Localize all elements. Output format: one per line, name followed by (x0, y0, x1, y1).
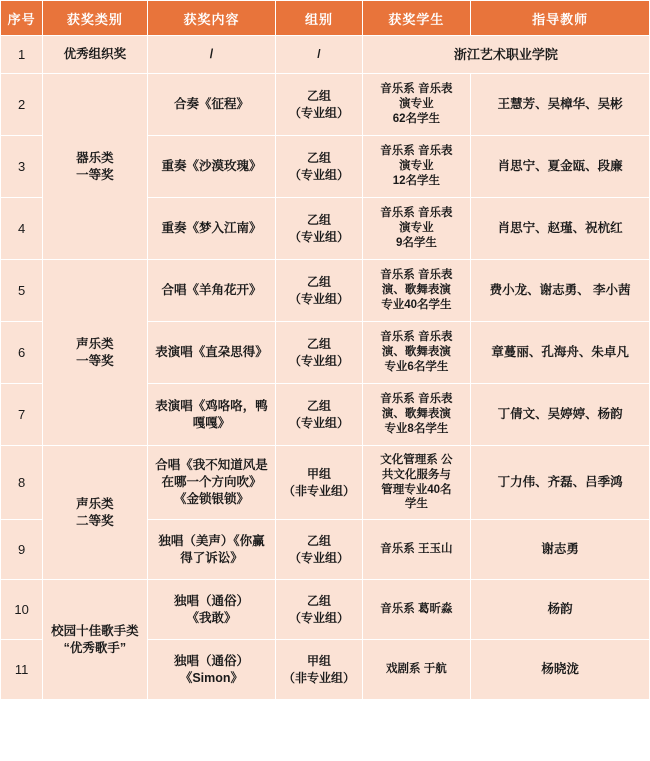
table-row (1, 580, 650, 640)
cell-group: / (276, 36, 362, 74)
cell-serial-number: 6 (1, 322, 43, 384)
cell-award-item: 独唱（通俗） 《我敢》 (147, 580, 276, 640)
header-category: 获奖类别 (43, 1, 147, 36)
cell-teachers: 肖思宁、夏金瓯、段廉 (471, 136, 650, 198)
cell-group: 乙组 （专业组） (276, 260, 362, 322)
cell-award-item: 重奏《梦入江南》 (147, 198, 276, 260)
cell-students: 音乐系 音乐表 演、歌舞表演 专业6名学生 (362, 322, 471, 384)
header-teachers: 指导教师 (471, 1, 650, 36)
cell-teachers: 杨韵 (471, 580, 650, 640)
cell-award-item: / (147, 36, 276, 74)
cell-students: 音乐系 音乐表 演专业 62名学生 (362, 74, 471, 136)
cell-serial-number: 10 (1, 580, 43, 640)
cell-serial-number: 3 (1, 136, 43, 198)
cell-award-item: 合唱《羊角花开》 (147, 260, 276, 322)
cell-award-category: 声乐类 二等奖 (43, 446, 147, 580)
cell-teachers: 谢志勇 (471, 520, 650, 580)
cell-award-category: 器乐类 一等奖 (43, 74, 147, 260)
table-row (1, 446, 650, 520)
cell-award-item: 合奏《征程》 (147, 74, 276, 136)
cell-students: 音乐系 王玉山 (362, 520, 471, 580)
cell-serial-number: 1 (1, 36, 43, 74)
cell-award-item: 表演唱《鸡咯咯，鸭 嘎嘎》 (147, 384, 276, 446)
cell-group: 乙组 （专业组） (276, 136, 362, 198)
cell-teachers: 丁力伟、齐磊、吕季鸿 (471, 446, 650, 520)
cell-students: 音乐系 音乐表 演专业 9名学生 (362, 198, 471, 260)
cell-award-item: 独唱（美声）《你赢 得了诉讼》 (147, 520, 276, 580)
cell-serial-number: 8 (1, 446, 43, 520)
cell-award-category: 声乐类 一等奖 (43, 260, 147, 446)
cell-group: 甲组 （非专业组） (276, 446, 362, 520)
cell-group: 乙组 （专业组） (276, 74, 362, 136)
cell-students: 音乐系 音乐表 演专业 12名学生 (362, 136, 471, 198)
cell-students: 戏剧系 于航 (362, 640, 471, 700)
cell-students: 音乐系 音乐表 演、歌舞表演 专业8名学生 (362, 384, 471, 446)
cell-serial-number: 5 (1, 260, 43, 322)
cell-serial-number: 9 (1, 520, 43, 580)
cell-award-item: 独唱（通俗） 《Simon》 (147, 640, 276, 700)
header-item: 获奖内容 (147, 1, 276, 36)
table-header-row (1, 1, 650, 36)
cell-teachers: 肖思宁、赵瑾、祝杭红 (471, 198, 650, 260)
cell-students: 文化管理系 公 共文化服务与 管理专业40名 学生 (362, 446, 471, 520)
cell-students: 音乐系 音乐表 演、歌舞表演 专业40名学生 (362, 260, 471, 322)
cell-group: 甲组 （非专业组） (276, 640, 362, 700)
cell-students: 浙江艺术职业学院 (362, 36, 649, 74)
cell-serial-number: 2 (1, 74, 43, 136)
cell-serial-number: 4 (1, 198, 43, 260)
table-body (1, 36, 650, 700)
table-row (1, 74, 650, 136)
cell-award-category: 校园十佳歌手类 “优秀歌手” (43, 580, 147, 700)
cell-group: 乙组 （专业组） (276, 580, 362, 640)
cell-teachers: 杨晓泷 (471, 640, 650, 700)
table-row (1, 36, 650, 74)
cell-award-item: 表演唱《直朶思得》 (147, 322, 276, 384)
cell-award-item: 重奏《沙漠玫瑰》 (147, 136, 276, 198)
header-students: 获奖学生 (362, 1, 471, 36)
cell-award-category: 优秀组织奖 (43, 36, 147, 74)
table-row (1, 260, 650, 322)
cell-teachers: 王慧芳、吴樟华、吴彬 (471, 74, 650, 136)
cell-serial-number: 11 (1, 640, 43, 700)
cell-group: 乙组 （专业组） (276, 520, 362, 580)
header-group: 组别 (276, 1, 362, 36)
cell-group: 乙组 （专业组） (276, 384, 362, 446)
header-no: 序号 (1, 1, 43, 36)
cell-award-item: 合唱《我不知道风是 在哪一个方向吹》 《金锁银锁》 (147, 446, 276, 520)
cell-students: 音乐系 葛昕淼 (362, 580, 471, 640)
cell-serial-number: 7 (1, 384, 43, 446)
cell-teachers: 费小龙、谢志勇、 李小茜 (471, 260, 650, 322)
cell-teachers: 丁倩文、吴婷婷、杨韵 (471, 384, 650, 446)
cell-group: 乙组 （专业组） (276, 198, 362, 260)
cell-teachers: 章蔓丽、孔海舟、朱卓凡 (471, 322, 650, 384)
cell-group: 乙组 （专业组） (276, 322, 362, 384)
